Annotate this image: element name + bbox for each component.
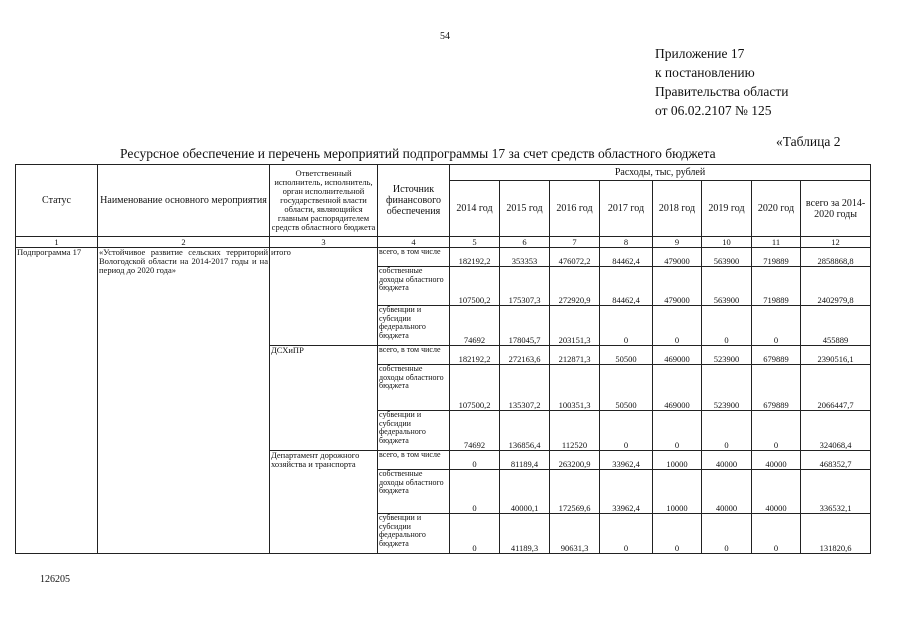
value-cell: 719889 bbox=[752, 267, 801, 306]
column-number: 7 bbox=[550, 237, 600, 248]
appendix-line: от 06.02.2107 № 125 bbox=[655, 103, 772, 118]
source-cell: всего, в том числе bbox=[378, 248, 450, 267]
value-cell: 10000 bbox=[653, 470, 702, 514]
value-cell: 40000 bbox=[752, 451, 801, 470]
source-cell: всего, в том числе bbox=[378, 346, 450, 365]
value-cell: 0 bbox=[600, 514, 653, 554]
header-year: 2017 год bbox=[600, 181, 653, 237]
total-value-cell: 455889 bbox=[801, 306, 871, 346]
value-cell: 272920,9 bbox=[550, 267, 600, 306]
value-cell: 0 bbox=[702, 514, 752, 554]
header-year: 2016 год bbox=[550, 181, 600, 237]
total-value-cell: 468352,7 bbox=[801, 451, 871, 470]
value-cell: 107500,2 bbox=[450, 267, 500, 306]
value-cell: 33962,4 bbox=[600, 451, 653, 470]
value-cell: 41189,3 bbox=[500, 514, 550, 554]
column-number: 4 bbox=[378, 237, 450, 248]
column-number: 12 bbox=[801, 237, 871, 248]
column-number: 10 bbox=[702, 237, 752, 248]
value-cell: 172569,6 bbox=[550, 470, 600, 514]
executor-cell: ДСХиПР bbox=[270, 346, 378, 451]
appendix-line: к постановлению bbox=[655, 65, 755, 80]
source-cell: субвенции и субсидии федерального бюджета bbox=[378, 411, 450, 451]
appendix-line: Приложение 17 bbox=[655, 46, 745, 61]
event-name-cell: «Устойчивое развитие сельских территорий Вологодской области на 2014-2017 годы и на период до 2020 года» bbox=[98, 248, 270, 554]
value-cell: 74692 bbox=[450, 306, 500, 346]
total-value-cell: 2858868,8 bbox=[801, 248, 871, 267]
value-cell: 0 bbox=[752, 514, 801, 554]
total-value-cell: 131820,6 bbox=[801, 514, 871, 554]
value-cell: 10000 bbox=[653, 451, 702, 470]
column-number: 11 bbox=[752, 237, 801, 248]
value-cell: 272163,6 bbox=[500, 346, 550, 365]
value-cell: 476072,2 bbox=[550, 248, 600, 267]
value-cell: 203151,3 bbox=[550, 306, 600, 346]
total-value-cell: 324068,4 bbox=[801, 411, 871, 451]
column-number: 9 bbox=[653, 237, 702, 248]
header-year-total: всего за 2014-2020 годы bbox=[801, 181, 871, 237]
value-cell: 0 bbox=[450, 470, 500, 514]
column-number: 3 bbox=[270, 237, 378, 248]
value-cell: 175307,3 bbox=[500, 267, 550, 306]
source-cell: собственные доходы областного бюджета bbox=[378, 470, 450, 514]
source-cell: субвенции и субсидии федерального бюджета bbox=[378, 306, 450, 346]
header-year: 2014 год bbox=[450, 181, 500, 237]
value-cell: 33962,4 bbox=[600, 470, 653, 514]
executor-cell: итого bbox=[270, 248, 378, 346]
value-cell: 40000,1 bbox=[500, 470, 550, 514]
value-cell: 0 bbox=[450, 451, 500, 470]
header-responsible: Ответственный исполнитель, исполнитель, орган исполнительной государственной власти области, являющийся главным распорядителем средств областного бюджета bbox=[270, 165, 378, 237]
value-cell: 40000 bbox=[752, 470, 801, 514]
total-value-cell: 336532,1 bbox=[801, 470, 871, 514]
appendix-block bbox=[655, 44, 788, 120]
value-cell: 479000 bbox=[653, 267, 702, 306]
value-cell: 81189,4 bbox=[500, 451, 550, 470]
value-cell: 469000 bbox=[653, 365, 702, 411]
value-cell: 0 bbox=[600, 306, 653, 346]
source-cell: субвенции и субсидии федерального бюджета bbox=[378, 514, 450, 554]
header-event: Наименование основного мероприятия bbox=[98, 165, 270, 237]
header-year: 2018 год bbox=[653, 181, 702, 237]
value-cell: 135307,2 bbox=[500, 365, 550, 411]
value-cell: 0 bbox=[653, 514, 702, 554]
value-cell: 84462,4 bbox=[600, 248, 653, 267]
value-cell: 84462,4 bbox=[600, 267, 653, 306]
column-number: 8 bbox=[600, 237, 653, 248]
table-row bbox=[16, 248, 871, 267]
value-cell: 719889 bbox=[752, 248, 801, 267]
value-cell: 0 bbox=[752, 411, 801, 451]
total-value-cell: 2390516,1 bbox=[801, 346, 871, 365]
value-cell: 469000 bbox=[653, 346, 702, 365]
header-year: 2019 год bbox=[702, 181, 752, 237]
executor-cell: Департамент дорожного хозяйства и транспорта bbox=[270, 451, 378, 554]
value-cell: 0 bbox=[752, 306, 801, 346]
footer-code: 126205 bbox=[40, 574, 70, 585]
value-cell: 40000 bbox=[702, 470, 752, 514]
resources-table bbox=[15, 164, 871, 554]
value-cell: 182192,2 bbox=[450, 346, 500, 365]
header-year: 2015 год bbox=[500, 181, 550, 237]
source-cell: собственные доходы областного бюджета bbox=[378, 365, 450, 411]
value-cell: 563900 bbox=[702, 248, 752, 267]
value-cell: 136856,4 bbox=[500, 411, 550, 451]
header-source: Источник финансового обеспечения bbox=[378, 165, 450, 237]
status-cell: Подпрограмма 17 bbox=[16, 248, 98, 554]
column-number: 2 bbox=[98, 237, 270, 248]
value-cell: 212871,3 bbox=[550, 346, 600, 365]
header-status: Статус bbox=[16, 165, 98, 237]
value-cell: 0 bbox=[653, 411, 702, 451]
value-cell: 479000 bbox=[653, 248, 702, 267]
column-number: 5 bbox=[450, 237, 500, 248]
appendix-line: Правительства области bbox=[655, 84, 789, 99]
value-cell: 90631,3 bbox=[550, 514, 600, 554]
value-cell: 100351,3 bbox=[550, 365, 600, 411]
value-cell: 523900 bbox=[702, 365, 752, 411]
value-cell: 0 bbox=[600, 411, 653, 451]
column-numbers-row bbox=[16, 237, 871, 248]
table-label: «Таблица 2 bbox=[776, 134, 841, 149]
value-cell: 40000 bbox=[702, 451, 752, 470]
value-cell: 182192,2 bbox=[450, 248, 500, 267]
value-cell: 563900 bbox=[702, 267, 752, 306]
value-cell: 0 bbox=[653, 306, 702, 346]
value-cell: 263200,9 bbox=[550, 451, 600, 470]
value-cell: 679889 bbox=[752, 346, 801, 365]
value-cell: 178045,7 bbox=[500, 306, 550, 346]
column-number: 6 bbox=[500, 237, 550, 248]
value-cell: 0 bbox=[450, 514, 500, 554]
column-number: 1 bbox=[16, 237, 98, 248]
value-cell: 0 bbox=[702, 306, 752, 346]
header-expenses: Расходы, тыс, рублей bbox=[450, 165, 871, 181]
value-cell: 112520 bbox=[550, 411, 600, 451]
document-title: Ресурсное обеспечение и перечень мероприятий подпрограммы 17 за счет средств областного бюджета bbox=[120, 146, 716, 161]
value-cell: 523900 bbox=[702, 346, 752, 365]
page-number: 54 bbox=[440, 31, 450, 42]
value-cell: 74692 bbox=[450, 411, 500, 451]
header-year: 2020 год bbox=[752, 181, 801, 237]
total-value-cell: 2402979,8 bbox=[801, 267, 871, 306]
value-cell: 50500 bbox=[600, 365, 653, 411]
source-cell: всего, в том числе bbox=[378, 451, 450, 470]
value-cell: 679889 bbox=[752, 365, 801, 411]
value-cell: 107500,2 bbox=[450, 365, 500, 411]
value-cell: 50500 bbox=[600, 346, 653, 365]
total-value-cell: 2066447,7 bbox=[801, 365, 871, 411]
value-cell: 0 bbox=[702, 411, 752, 451]
value-cell: 353353 bbox=[500, 248, 550, 267]
source-cell: собственные доходы областного бюджета bbox=[378, 267, 450, 306]
